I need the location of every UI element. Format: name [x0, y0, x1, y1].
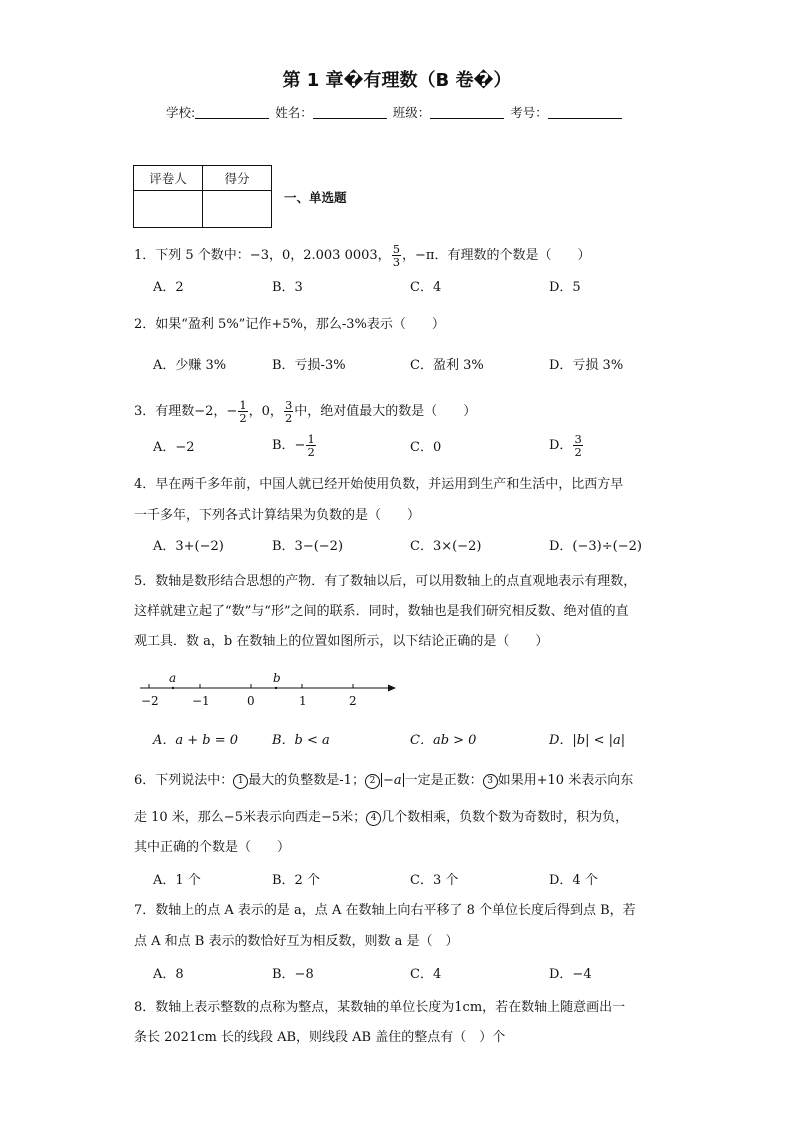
q5-option-c: C．ab > 0 — [410, 733, 477, 748]
exam-no-blank — [548, 106, 622, 119]
score-header: 得分 — [203, 166, 272, 191]
point-b — [275, 687, 277, 689]
label-b: b — [273, 671, 281, 685]
question-4-line-1: 4．早在两千多年前，中国人就已经开始使用负数，并运用到生产和生活中，比西方早 — [134, 477, 624, 492]
q5-option-d: D．|b| < |a| — [549, 733, 626, 748]
q2-option-d: D．亏损 3% — [549, 358, 624, 373]
class-blank — [430, 106, 504, 119]
question-6-line-2: 走 10 米，那么−5米表示向西走−5米； 4 几个数相乘，负数个数为奇数时，积为负， — [134, 810, 629, 825]
number-line-figure — [134, 668, 404, 710]
q3-option-d: D． $\frac{3}{2}$ — [549, 432, 582, 459]
question-6-line-3: 其中正确的个数是（ ） — [134, 840, 291, 855]
circled-number: 3 — [483, 774, 498, 789]
q2-option-c: C．盈利 3% — [410, 358, 484, 373]
label-1: 1 — [299, 694, 307, 708]
question-5-line-3: 观工具．数 a，b 在数轴上的位置如图所示，以下结论正确的是（ ） — [134, 634, 549, 649]
question-5-line-1: 5．数轴是数形结合思想的产物．有了数轴以后，可以用数轴上的点直观地表示有理数， — [134, 574, 637, 589]
q7-option-b: B．−8 — [272, 967, 314, 982]
class-label: 班级： — [392, 105, 431, 120]
question-6-line-1: 6．下列说法中： 1 最大的负整数是-1； 2 −a 一定是正数： 3 如果用+10 米表示向东 — [134, 773, 634, 788]
q6-option-b: B．2 个 — [272, 873, 320, 888]
question-7-line-2: 点 A 和点 B 表示的数恰好互为相反数，则数 a 是（ ） — [134, 934, 459, 949]
grader-header: 评卷人 — [134, 166, 203, 191]
circled-number: 2 — [365, 774, 380, 789]
abs-bar — [381, 773, 382, 787]
grader-cell — [134, 191, 203, 228]
label-neg2: −2 — [141, 694, 159, 708]
q6-option-d: D．4 个 — [549, 873, 598, 888]
q4-option-c: C．3×(−2) — [410, 539, 482, 554]
q3-option-a: A．−2 — [153, 440, 195, 455]
score-cell — [203, 191, 272, 228]
question-7-line-1: 7．数轴上的点 A 表示的是 a，点 A 在数轴上向右平移了 8 个单位长度后得到点 B，若 — [134, 903, 636, 918]
q2-option-a: A．少赚 3% — [153, 358, 227, 373]
name-blank — [313, 106, 387, 119]
score-table — [133, 165, 272, 228]
q4-option-a: A．3+(−2) — [153, 539, 224, 554]
abs-bar — [403, 773, 404, 787]
q5-option-a: A．a + b = 0 — [153, 733, 239, 748]
q1-option-a: A．2 — [153, 280, 184, 295]
exam-no-label: 考号： — [510, 105, 548, 120]
q7-option-c: C．4 — [410, 967, 442, 982]
circled-number: 1 — [233, 774, 248, 789]
page-title: 第 1 章�有理数（B 卷�） — [282, 70, 512, 91]
school-label: 学校: — [166, 105, 196, 120]
q2-option-b: B．亏损-3% — [272, 358, 346, 373]
question-5-line-2: 这样就建立起了“数”与“形”之间的联系．同时，数轴也是我们研究相反数、绝对值的直 — [134, 604, 629, 619]
q7-option-a: A．8 — [153, 967, 184, 982]
q3-option-c: C．0 — [410, 440, 442, 455]
label-neg1: −1 — [192, 694, 210, 708]
question-4-line-2: 一千多年，下列各式计算结果为负数的是（ ） — [134, 508, 421, 523]
q5-option-b: B．b < a — [272, 733, 330, 748]
label-2: 2 — [349, 694, 357, 708]
label-0: 0 — [247, 694, 255, 708]
question-1: 1．下列 5 个数中：−3，0，2.003 0003， $\frac{5}{3}$ ，−π．有理数的个数是（ ） — [134, 242, 591, 269]
q4-option-b: B．3−(−2) — [272, 539, 344, 554]
q6-option-a: A．1 个 — [153, 873, 201, 888]
name-label: 姓名： — [275, 105, 313, 120]
label-a: a — [169, 671, 177, 685]
q1-option-b: B．3 — [272, 280, 303, 295]
q3-option-b: B．− $\frac{1}{2}$ — [272, 432, 315, 459]
q4-option-d: D．(−3)÷(−2) — [549, 539, 642, 554]
q1-option-d: D．5 — [549, 280, 581, 295]
axis-arrow — [388, 685, 396, 692]
circled-number: 4 — [366, 811, 381, 826]
fraction: $\frac{5}{3}$ — [392, 242, 401, 269]
school-blank — [195, 106, 269, 119]
q6-option-c: C．3 个 — [410, 873, 459, 888]
q7-option-d: D．−4 — [549, 967, 592, 982]
q1-option-c: C．4 — [410, 280, 442, 295]
question-8-line-1: 8．数轴上表示整数的点称为整点，某数轴的单位长度为1cm，若在数轴上随意画出一 — [134, 1000, 626, 1015]
question-2: 2．如果“盈利 5%”记作+5%，那么-3%表示（ ） — [134, 317, 445, 332]
point-a — [172, 687, 174, 689]
question-8-line-2: 条长 2021cm 长的线段 AB，则线段 AB 盖住的整点有（ ）个 — [134, 1030, 506, 1045]
section-title: 一、单选题 — [284, 190, 347, 205]
question-3: 3．有理数−2，− $\frac{1}{2}$ ，0， $\frac{3}{2}$ 中，绝对值最大的数是（ ） — [134, 398, 477, 425]
fraction: $\frac{1}{2}$ — [239, 398, 247, 425]
student-info-row — [166, 103, 624, 121]
fraction: $\frac{3}{2}$ — [284, 398, 293, 425]
